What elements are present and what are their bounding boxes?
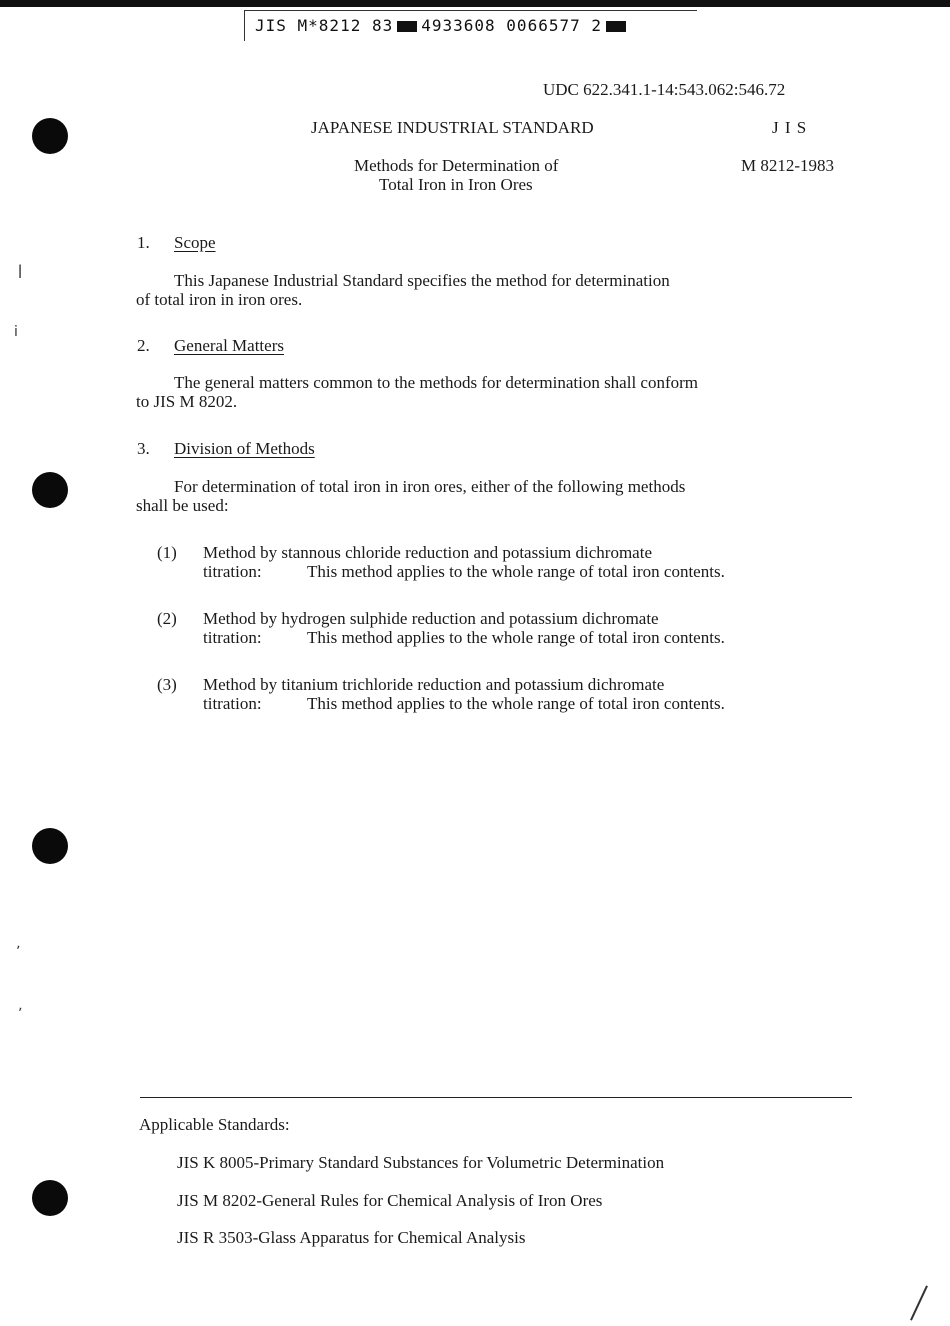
section-text-line: This Japanese Industrial Standard specifies the method for determination: [174, 271, 670, 290]
method-label: titration:: [203, 562, 262, 581]
section-text-line: For determination of total iron in iron ores, either of the following methods: [174, 477, 686, 496]
punch-hole-icon: [32, 1180, 68, 1216]
scan-top-border: [0, 0, 950, 7]
jis-label: J I S: [772, 118, 808, 137]
punch-hole-icon: [32, 118, 68, 154]
method-number: (3): [157, 675, 177, 694]
method-line: Method by titanium trichloride reduction and potassium dichromate: [203, 675, 665, 694]
catalog-stamp-text: [255, 16, 630, 35]
scan-speck-icon: ǀ: [18, 263, 23, 279]
applicable-standard-item: JIS R 3503-Glass Apparatus for Chemical Analysis: [177, 1228, 526, 1247]
method-description: This method applies to the whole range of total iron contents.: [307, 694, 725, 713]
section-number: 3.: [137, 439, 150, 458]
redaction-block-icon: [397, 21, 417, 32]
standard-org: JAPANESE INDUSTRIAL STANDARD: [311, 118, 594, 137]
section-text-line: The general matters common to the methods for determination shall conform: [174, 373, 699, 392]
section-number: 1.: [137, 233, 150, 252]
section-heading: Division of Methods: [174, 439, 315, 458]
section-text-line: to JIS M 8202.: [136, 392, 238, 411]
title-line-2: Total Iron in Iron Ores: [379, 175, 533, 194]
section-number: 2.: [137, 336, 150, 355]
method-number: (1): [157, 543, 177, 562]
catalog-stamp: [244, 10, 697, 41]
section-text-line: shall be used:: [136, 496, 229, 515]
footer-divider: [140, 1097, 852, 1098]
method-line: Method by stannous chloride reduction and potassium dichromate: [203, 543, 652, 562]
section-heading: Scope: [174, 233, 216, 252]
scan-speck-icon: ⅰ: [14, 324, 18, 340]
punch-hole-icon: [32, 828, 68, 864]
section-heading: General Matters: [174, 336, 284, 355]
method-description: This method applies to the whole range of total iron contents.: [307, 628, 725, 647]
stamp-middle-code: 4933608 0066577 2: [421, 16, 602, 35]
applicable-heading: Applicable Standards:: [139, 1115, 290, 1134]
title-line-1: Methods for Determination of: [354, 156, 559, 175]
standard-number: M 8212-1983: [741, 156, 835, 175]
udc-code: UDC 622.341.1-14:543.062:546.72: [543, 80, 786, 99]
punch-hole-icon: [32, 472, 68, 508]
method-description: This method applies to the whole range of total iron contents.: [307, 562, 725, 581]
scan-speck-icon: ʼ: [18, 1006, 23, 1022]
stamp-left-code: JIS M*8212 83: [255, 16, 394, 35]
scan-speck-icon: ʼ: [16, 944, 21, 960]
applicable-standard-item: JIS K 8005-Primary Standard Substances for Volumetric Determination: [177, 1153, 665, 1172]
method-label: titration:: [203, 694, 262, 713]
scan-slash-mark-icon: [910, 1285, 928, 1320]
redaction-block-icon: [606, 21, 626, 32]
method-line: Method by hydrogen sulphide reduction and potassium dichromate: [203, 609, 659, 628]
section-text-line: of total iron in iron ores.: [136, 290, 303, 309]
method-number: (2): [157, 609, 177, 628]
method-label: titration:: [203, 628, 262, 647]
applicable-standard-item: JIS M 8202-General Rules for Chemical Analysis of Iron Ores: [177, 1191, 603, 1210]
